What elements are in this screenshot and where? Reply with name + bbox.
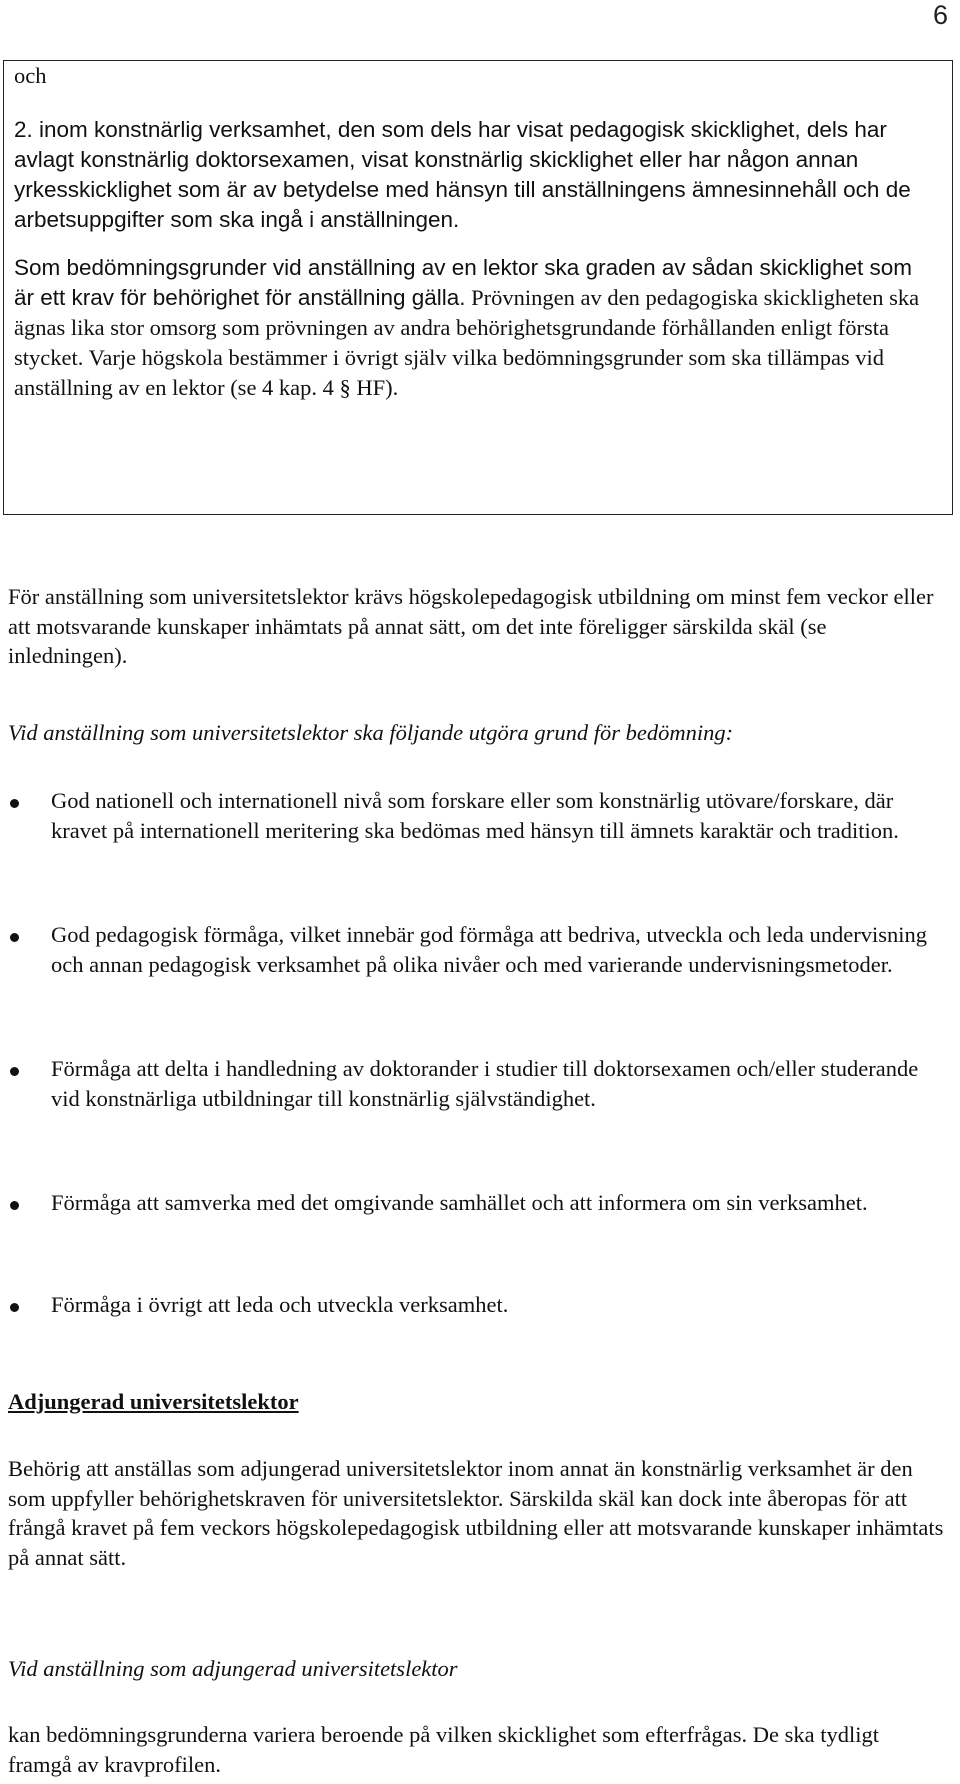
box-assessment-paragraph [14, 253, 924, 403]
bullet-icon [10, 799, 19, 808]
page-number: 6 [932, 0, 948, 30]
bullet-icon [10, 1303, 19, 1312]
box-assessment-serif-text: Prövningen av den pedagogiska skickligheten ska ägnas lika stor omsorg som prövningen av andra behörighetsgrundande förhållanden enligt första stycket. Varje högskola bestämmer i övrigt själv vilka bedömningsgrunder som ska tillämpas vid anställning av en lektor (se 4 kap. 4 § HF). [14, 285, 920, 400]
box-och-line: och [14, 63, 47, 88]
assessment-intro: Vid anställning som universitetslektor ska följande utgöra grund för bedömning: [8, 720, 734, 745]
list-item-text: God nationell och internationell nivå som forskare eller som konstnärlig utövare/forskare, där kravet på internationell meritering ska bedömas med hänsyn till ämnets karaktär och tradition. [51, 788, 899, 843]
list-item-text: Förmåga att delta i handledning av doktorander i studier till doktorsexamen och/eller studerande vid konstnärliga utbildningar till konstnärlig självständighet. [51, 1056, 919, 1111]
pedagogical-training-paragraph: För anställning som universitetslektor krävs högskolepedagogisk utbildning om minst fem veckor eller att motsvarande kunskaper inhämtats på annat sätt, om det inte föreligger särskilda skäl (se inledningen). [8, 584, 934, 668]
adjunct-criteria-paragraph: kan bedömningsgrunderna variera beroende på vilken skicklighet som efterfrågas. De ska tydligt framgå av kravprofilen. [8, 1722, 879, 1777]
bullet-icon [10, 1067, 19, 1076]
list-item-text: God pedagogisk förmåga, vilket innebär god förmåga att bedriva, utveckla och leda undervisning och annan pedagogisk verksamhet på olika nivåer och med varierande undervisningsmetoder. [51, 922, 927, 977]
quoted-regulation-box [3, 60, 953, 515]
box-item-2: 2. inom konstnärlig verksamhet, den som dels har visat pedagogisk skicklighet, dels har avlagt konstnärlig doktorsexamen, visat konstnärlig skicklighet eller har någon annan yrkesskicklighet som är av betydelse med hänsyn till anställningens ämnesinnehåll och de arbetsuppgifter som ska ingå i anställningen. [14, 117, 911, 232]
bullet-icon [10, 933, 19, 942]
list-item-text: Förmåga att samverka med det omgivande samhället och att informera om sin verksamhet. [51, 1190, 868, 1215]
section-heading: Adjungerad universitetslektor [8, 1389, 299, 1414]
list-item-text: Förmåga i övrigt att leda och utveckla verksamhet. [51, 1292, 509, 1317]
adjunct-assessment-intro: Vid anställning som adjungerad universitetslektor [8, 1656, 458, 1681]
adjunct-eligibility-paragraph: Behörig att anställas som adjungerad universitetslektor inom annat än konstnärlig verksamhet är den som uppfyller behörighetskraven för universitetslektor. Särskilda skäl kan dock inte åberopas för att frångå kravet på fem veckors högskolepedagogisk utbildning eller att motsvarande kunskaper inhämtats på annat sätt. [8, 1456, 944, 1570]
box-assessment-sans-text: Som bedömningsgrunder vid anställning av en lektor ska graden av sådan skicklighet som är ett krav för behörighet för anställning gälla. [14, 255, 913, 310]
bullet-icon [10, 1201, 19, 1210]
